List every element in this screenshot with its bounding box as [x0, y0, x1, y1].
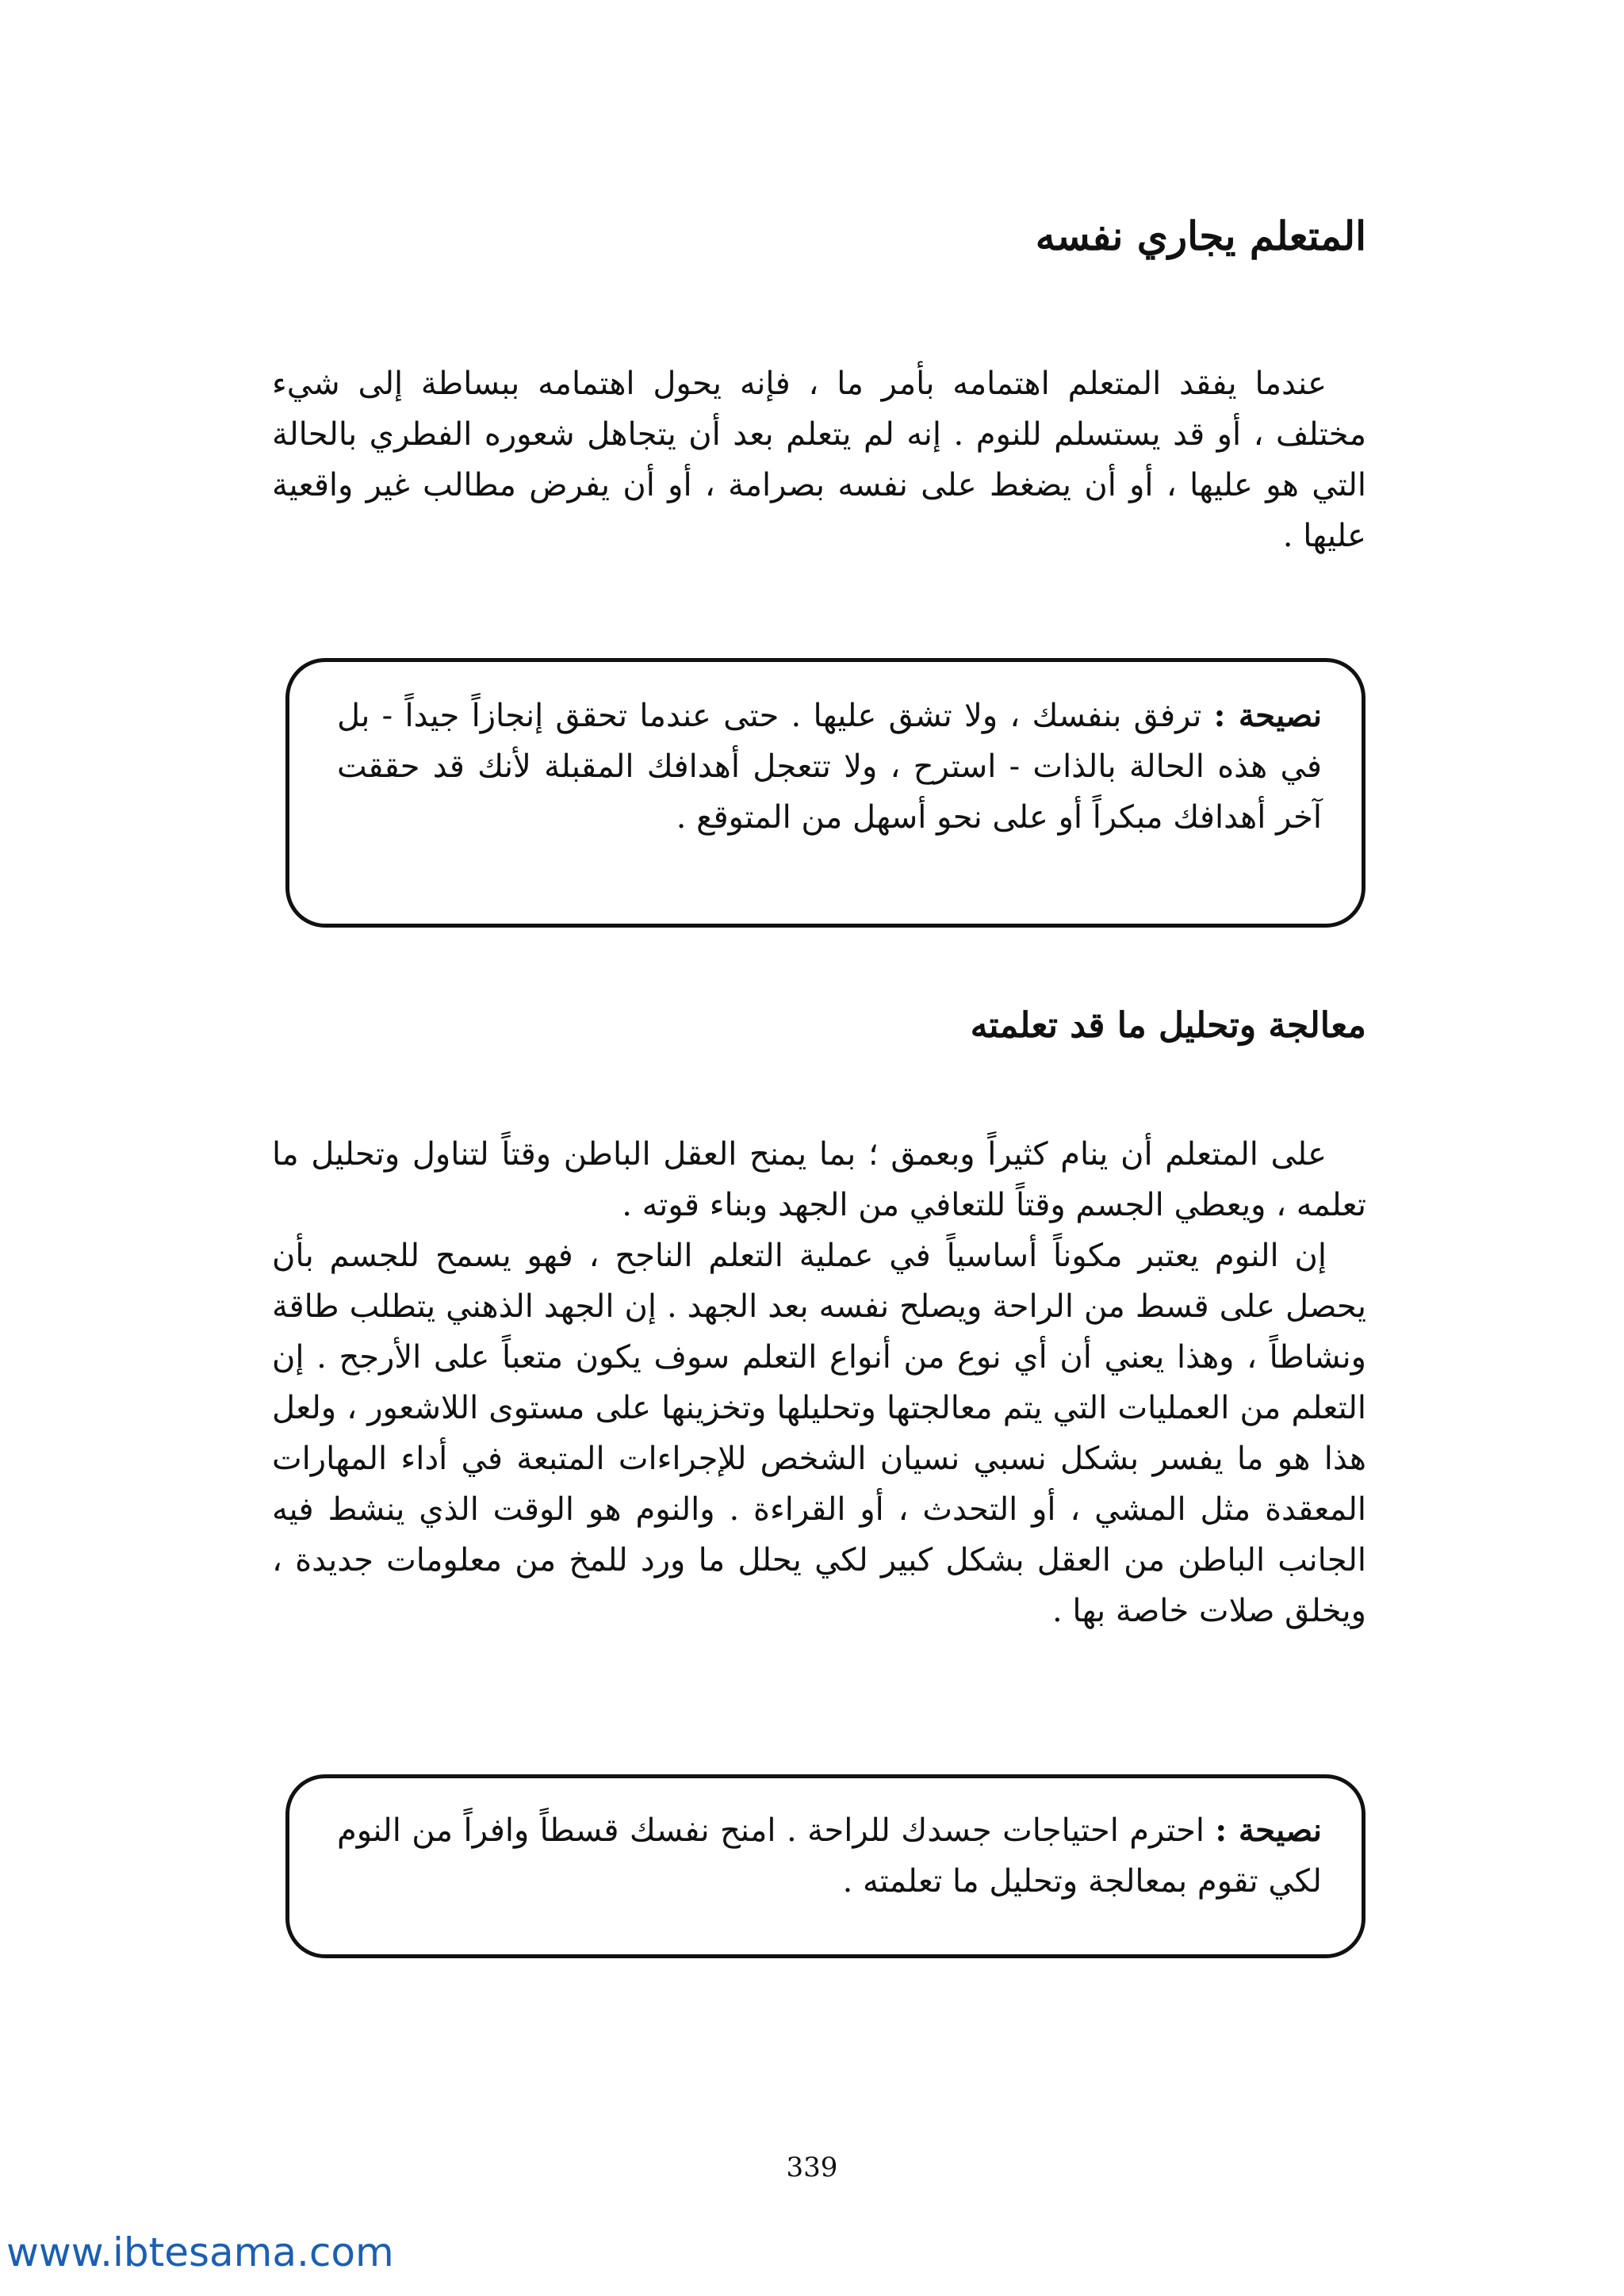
tip-label: نصيحة :: [1215, 1812, 1322, 1849]
tip-label: نصيحة :: [1213, 697, 1322, 734]
page-number: 339: [786, 2152, 838, 2183]
body-paragraph: إن النوم يعتبر مكوناً أساسياً في عملية التعلم الناجح ، فهو يسمح للجسم بأن يحصل على قسط من الراحة ويصلح نفسه بعد الجهد . إن الجهد الذهني يتطلب طاقة ونشاطاً ، وهذا يعني أن أي نوع من أنواع التعلم سوف يكون متعباً على الأرجح . إن التعلم من العمليات التي يتم معالجتها وتحليلها وتخزينها على مستوى اللاشعور ، ولعل هذا هو ما يفسر بشكل نسبي نسيان الشخص للإجراءات المتبعة في أداء المهارات المعقدة مثل المشي ، أو التحدث ، أو القراءة . والنوم هو الوقت الذي ينشط فيه الجانب الباطن من العقل بشكل كبير لكي يحلل ما ورد للمخ من معلومات جديدة ، ويخلق صلات خاصة بها .: [272, 1238, 1366, 1629]
section-heading-learner-self-pace: المتعلم يجاري نفسه: [1035, 212, 1366, 259]
body-paragraph: عندما يفقد المتعلم اهتمامه بأمر ما ، فإنه يحول اهتمامه ببساطة إلى شيء مختلف ، أو قد يستسلم للنوم . إنه لم يتعلم بعد أن يتجاهل شعوره الفطري بالحالة التي هو عليها ، أو أن يضغط على نفسه بصرامة ، أو أن يفرض مطالب غير واقعية عليها .: [272, 365, 1366, 554]
body-paragraph: على المتعلم أن ينام كثيراً وبعمق ؛ بما يمنح العقل الباطن وقتاً لتناول وتحليل ما تعلمه ، ويعطي الجسم وقتاً للتعافي من الجهد وبناء قوته .: [272, 1136, 1366, 1223]
tip-paragraph: [337, 1805, 1322, 1907]
tip-text: ترفق بنفسك ، ولا تشق عليها . حتى عندما تحقق إنجازاً جيداً - بل في هذه الحالة بالذات - استرح ، ولا تتعجل أهدافك المقبلة لأنك قد حققت آخر أهدافك مبكراً أو على نحو أسهل من المتوقع .: [337, 698, 1322, 836]
tip-paragraph: [337, 691, 1322, 843]
section-heading-processing-analysis: معالجة وتحليل ما قد تعلمته: [970, 1005, 1366, 1046]
tip-text: احترم احتياجات جسدك للراحة . امنح نفسك قسطاً وافراً من النوم لكي تقوم بمعالجة وتحليل ما تعلمته .: [337, 1812, 1322, 1900]
tip-box: [285, 658, 1365, 928]
tip-box: [285, 1774, 1365, 1958]
watermark-url: www.ibtesama.com: [6, 2229, 394, 2275]
